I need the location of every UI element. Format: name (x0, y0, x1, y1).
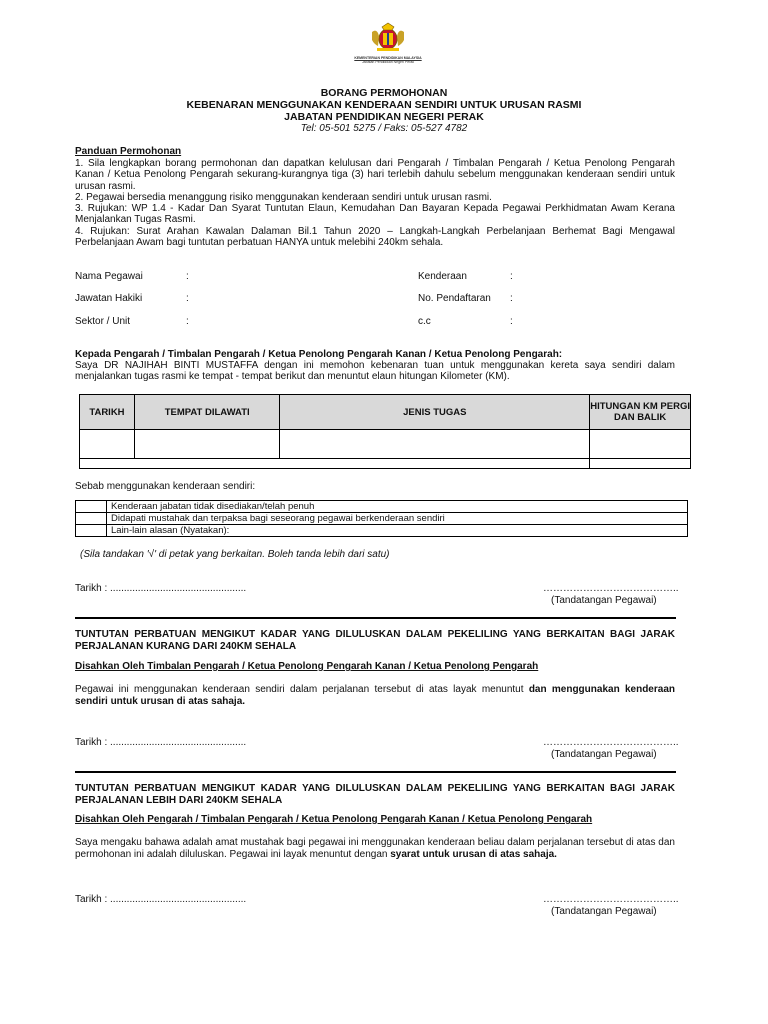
table-row (80, 430, 691, 459)
travel-table (79, 394, 691, 469)
pendaftaran-colon: : (510, 293, 513, 304)
jawatan-label: Jawatan Hakiki (75, 293, 143, 304)
sektor-label: Sektor / Unit (75, 316, 131, 327)
section1-title: TUNTUTAN PERBATUAN MENGIKUT KADAR YANG DILULUSKAN DALAM PEKELILING YANG BERKAITAN BAGI JARAK PERJALANAN KURANG DARI 240KM SEHALA (75, 629, 675, 652)
sebab-note: (Sila tandakan '√' di petak yang berkaitan. Boleh tanda lebih dari satu) (80, 549, 390, 560)
request-heading: Kepada Pengarah / Timbalan Pengarah / Ketua Penolong Pengarah Kanan / Ketua Penolong Pengarah: (75, 349, 563, 360)
sebab-checkbox-2[interactable] (76, 513, 107, 525)
col-hitungan-km: HITUNGAN KM PERGI DAN BALIK (590, 395, 691, 430)
section2-title: TUNTUTAN PERBATUAN MENGIKUT KADAR YANG DILULUSKAN DALAM PEKELILING YANG BERKAITAN BAGI JARAK PERJALANAN LEBIH DARI 240KM SEHALA (75, 783, 675, 806)
cell-jenis[interactable] (280, 430, 590, 459)
kenderaan-colon: : (510, 271, 513, 282)
tarikh-field-2[interactable]: Tarikh : ................................................. (75, 737, 247, 748)
section2-body-bold: syarat untuk urusan di atas sahaja. (390, 849, 557, 860)
ministry-line1: KEMENTERIAN PENDIDIKAN MALAYSIA (354, 56, 422, 60)
panduan-title: Panduan Permohonan (75, 146, 182, 157)
signature-caption-1: (Tandatangan Pegawai) (551, 595, 657, 606)
nama-colon: : (186, 271, 189, 282)
col-tempat: TEMPAT DILAWATI (134, 395, 280, 430)
section2-disahkan: Disahkan Oleh Pengarah / Timbalan Pengarah / Ketua Penolong Pengarah Kanan / Ketua Penolong Pengarah (75, 814, 593, 825)
department-name: JABATAN PENDIDIKAN NEGERI PERAK (284, 111, 484, 123)
panduan-item-1: 1. Sila lengkapkan borang permohonan dan dapatkan kelulusan dari Pengarah / Timbalan Pengarah / Ketua Penolong Pengarah Kanan / Ketua Penolong Pengarah sekurang-kurangnya tiga (3) hari terlebih dahulu sebelum menggunakan kenderaan sendiri untuk urusan rasmi. (75, 158, 675, 192)
jawatan-colon: : (186, 293, 189, 304)
section2-body-plain: Saya mengaku bahawa adalah amat mustahak bagi pegawai ini menggunakan kenderaan beliau dalam perjalanan tersebut di atas dan permohonan ini adalah diluluskan. Pegawai ini layak menuntut dengan (75, 837, 675, 860)
col-tarikh: TARIKH (80, 395, 135, 430)
signature-line-3[interactable]: ………………………………….. (543, 894, 679, 905)
panduan-item-4: 4. Rujukan: Surat Arahan Kawalan Dalaman Bil.1 Tahun 2020 – Langkah-Langkah Perbelanjaan Berhemat Bagi Mengawal Perbelanjaan Awam bagi tuntutan perbatuan HANYA untuk melebihi 240km sehala. (75, 226, 675, 249)
sebab-checkbox-3[interactable] (76, 525, 107, 537)
request-body: Saya DR NAJIHAH BINTI MUSTAFFA dengan ini memohon kebenaran tuan untuk menggunakan kereta saya sendiri dalam menjalankan tugas rasmi ke tempat - tempat berikut dan menuntut elaun hitungan Kilometer (KM). (75, 360, 675, 383)
sebab-option-2: Didapati mustahak dan terpaksa bagi seseorang pegawai berkenderaan sendiri (107, 513, 688, 525)
sebab-checkbox-1[interactable] (76, 501, 107, 513)
section1-body-plain: Pegawai ini menggunakan kenderaan sendiri dalam perjalanan tersebut di atas layak menuntut (75, 684, 529, 695)
contact-info: Tel: 05-501 5275 / Faks: 05-527 4782 (300, 123, 468, 134)
cc-colon: : (510, 316, 513, 327)
ministry-label (338, 56, 438, 64)
ministry-line2: Jabatan Pendidikan Negeri Perak (361, 60, 415, 64)
col-jenis-tugas: JENIS TUGAS (280, 395, 590, 430)
cell-total-label (80, 459, 590, 469)
list-item (76, 513, 688, 525)
signature-caption-3: (Tandatangan Pegawai) (551, 906, 657, 917)
sebab-option-3: Lain-lain alasan (Nyatakan): (107, 525, 688, 537)
section-divider-2 (75, 771, 676, 773)
signature-caption-2: (Tandatangan Pegawai) (551, 749, 657, 760)
list-item (76, 501, 688, 513)
cell-total-km[interactable] (590, 459, 691, 469)
section-divider-1 (75, 617, 676, 619)
table-header-row (80, 395, 691, 430)
cell-tarikh[interactable] (80, 430, 135, 459)
table-total-row (80, 459, 691, 469)
panduan-item-3: 3. Rujukan: WP 1.4 - Kadar Dan Syarat Tuntutan Elaun, Kemudahan Dan Bayaran Kepada Pegawai Perkhidmatan Awam Kerana Menjalankan Tugas Rasmi. (75, 203, 675, 226)
sebab-option-1: Kenderaan jabatan tidak disediakan/telah penuh (107, 501, 688, 513)
sebab-table (75, 500, 688, 537)
list-item (76, 525, 688, 537)
section2-body (75, 837, 675, 861)
section1-disahkan: Disahkan Oleh Timbalan Pengarah / Ketua Penolong Pengarah Kanan / Ketua Penolong Pengarah (75, 661, 539, 672)
pendaftaran-label: No. Pendaftaran (418, 293, 491, 304)
kenderaan-label: Kenderaan (418, 271, 467, 282)
cell-tempat[interactable] (134, 430, 280, 459)
signature-line-2[interactable]: ………………………………….. (543, 737, 679, 748)
section1-body-bold: dan menggunakan kenderaan sendiri untuk urusan di atas sahaja. (75, 684, 675, 707)
nama-label: Nama Pegawai (75, 271, 143, 282)
panduan-item-2: 2. Pegawai bersedia menanggung risiko menggunakan kenderaan sendiri untuk urusan rasmi. (75, 192, 492, 203)
tarikh-field-1[interactable]: Tarikh : ................................................. (75, 583, 247, 594)
tarikh-field-3[interactable]: Tarikh : ................................................. (75, 894, 247, 905)
sebab-label: Sebab menggunakan kenderaan sendiri: (75, 481, 256, 492)
cell-km[interactable] (590, 430, 691, 459)
section1-body (75, 684, 675, 708)
signature-line-1[interactable]: ………………………………….. (543, 583, 679, 594)
form-subtitle: KEBENARAN MENGGUNAKAN KENDERAAN SENDIRI UNTUK URUSAN RASMI (186, 99, 582, 111)
sektor-colon: : (186, 316, 189, 327)
form-title: BORANG PERMOHONAN (320, 87, 448, 99)
malaysia-crest-icon (368, 22, 408, 54)
cc-label: c.c (418, 316, 431, 327)
